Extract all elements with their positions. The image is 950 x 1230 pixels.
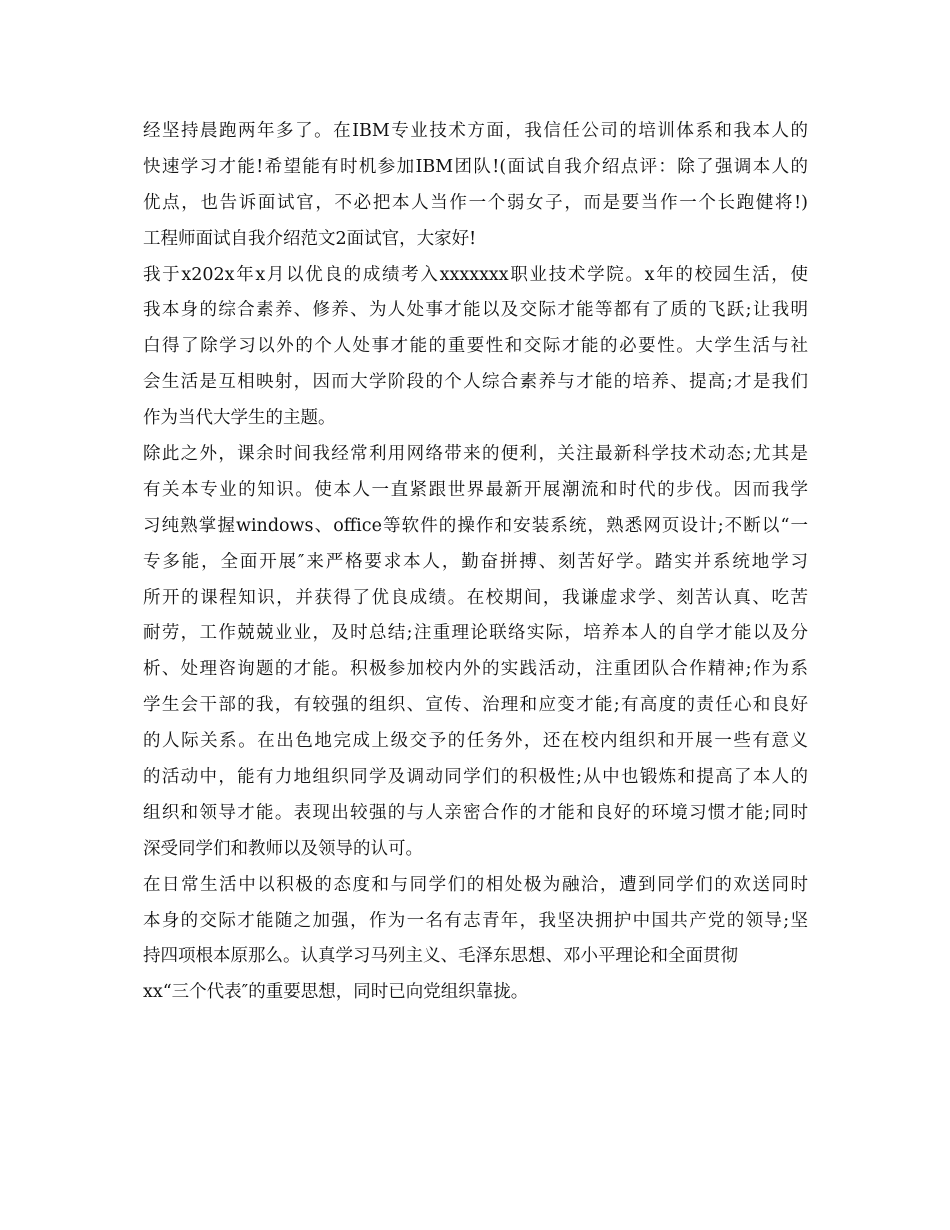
text-line: 持四项根本原那么。认真学习马列主义、毛泽东思想、邓小平理论和全面贯彻 — [143, 946, 738, 967]
text-line: 除此之外，课余时间我经常利用网络带来的便利，关注最新科学技术动态;尤其是 — [143, 444, 808, 465]
text-line: 快速学习才能!希望能有时机参加IBM团队!(面试自我介绍点评：除了强调本人的 — [143, 156, 808, 177]
text-line: 作为当代大学生的主题。 — [143, 408, 336, 429]
text-line: 会生活是互相映射，因而大学阶段的个人综合素养与才能的培养、提高;才是我们 — [143, 372, 808, 393]
text-line: 的人际关系。在出色地完成上级交予的任务外，还在校内组织和开展一些有意义 — [143, 731, 808, 752]
text-line: 所开的课程知识，并获得了优良成绩。在校期间，我谦虚求学、刻苦认真、吃苦 — [143, 587, 808, 608]
text-line: 本身的交际才能随之加强，作为一名有志青年，我坚决拥护中国共产党的领导;坚 — [143, 910, 808, 931]
text-line: 习纯熟掌握windows、office等软件的操作和安装系统，熟悉网页设计;不断以“一 — [143, 515, 808, 536]
text-line: 有关本专业的知识。使本人一直紧跟世界最新开展潮流和时代的步伐。因而我学 — [143, 479, 808, 500]
text-line: 优点，也告诉面试官，不必把本人当作一个弱女子，而是要当作一个长跑健将!) — [143, 192, 808, 213]
text-line: 我于x202x年x月以优良的成绩考入xxxxxxx职业技术学院。x年的校园生活，使 — [143, 264, 808, 285]
text-line: 我本身的综合素养、修养、为人处事才能以及交际才能等都有了质的飞跃;让我明 — [143, 300, 808, 321]
text-line: 的活动中，能有力地组织同学及调动同学们的积极性;从中也锻炼和提高了本人的 — [143, 767, 808, 788]
text-line: 析、处理咨询题的才能。积极参加校内外的实践活动，注重团队合作精神;作为系 — [143, 659, 808, 680]
text-line: 专多能，全面开展″来严格要求本人，勤奋拼搏、刻苦好学。踏实并系统地学习 — [143, 551, 808, 572]
text-line: xx“三个代表″的重要思想，同时已向党组织靠拢。 — [143, 982, 529, 1003]
text-line: 工程师面试自我介绍范文2面试官，大家好! — [143, 228, 477, 249]
text-line: 深受同学们和教师以及领导的认可。 — [143, 838, 423, 859]
text-line: 耐劳，工作兢兢业业，及时总结;注重理论联络实际，培养本人的自学才能以及分 — [143, 623, 808, 644]
text-line: 白得了除学习以外的个人处事才能的重要性和交际才能的必要性。大学生活与社 — [143, 336, 808, 357]
text-line: 经坚持晨跑两年多了。在IBM专业技术方面，我信任公司的培训体系和我本人的 — [143, 121, 808, 141]
document-body — [143, 114, 808, 1011]
text-line: 组织和领导才能。表现出较强的与人亲密合作的才能和良好的环境习惯才能;同时 — [143, 802, 808, 823]
text-line: 学生会干部的我，有较强的组织、宣传、治理和应变才能;有高度的责任心和良好 — [143, 695, 808, 716]
text-line: 在日常生活中以积极的态度和与同学们的相处极为融洽，遭到同学们的欢送同时 — [143, 874, 808, 895]
